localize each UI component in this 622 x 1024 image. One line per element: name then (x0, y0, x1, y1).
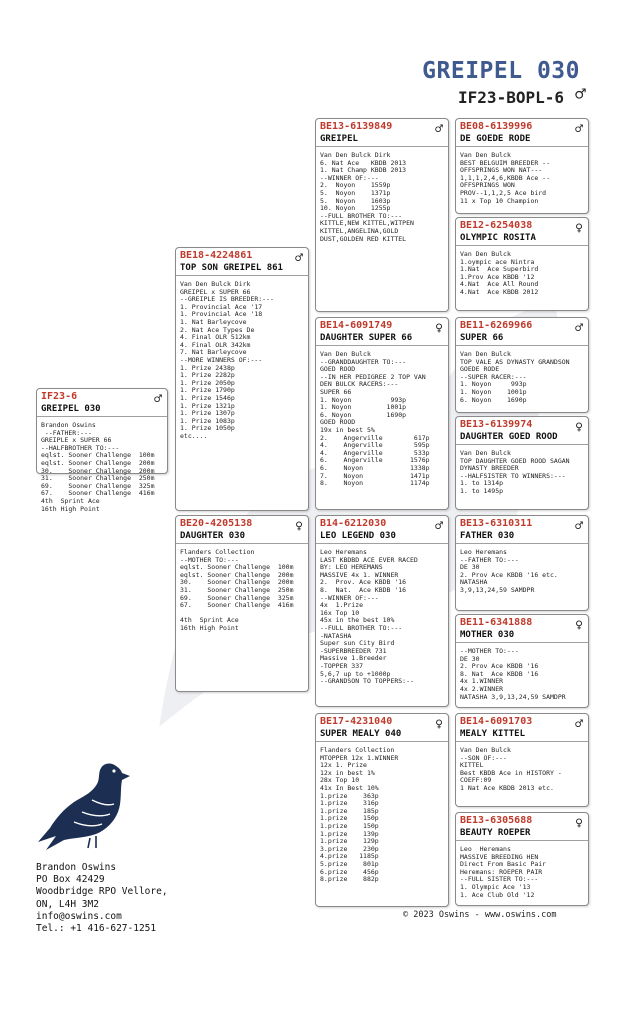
male-symbol-icon: ♂ (435, 519, 443, 534)
male-symbol-icon: ♂ (435, 122, 443, 137)
pedigree-card-ssd (455, 217, 589, 311)
female-symbol-icon: ♀ (435, 321, 443, 336)
card-notes: Van Den Bulck BEST BELGUIM BREEDER -- OFFSPRINGS WON NAT--- 1,1,1,2,4,6,KBDB Ace -- OFFSPRINGS WON PROV--1,1,2,5 Ace bird 11 x Top 10 Champion (460, 151, 551, 205)
card-ring: BE14-6091749 (320, 320, 393, 331)
card-name: SUPER 66 (460, 333, 504, 343)
male-symbol-icon: ♂ (575, 321, 583, 336)
card-notes: Brandon Oswins --FATHER:--- GREIPLE x SUPER 66 --HALFBROTHER TO:--- eqlst. Sooner Challenge 100m eqlst. Sooner Challenge 200m 30. Sooner Challenge 200m 31. Sooner Challenge 250m 69. Sooner Challenge 325m 67. Sooner Challenge 416m 4th Sprint Ace 16th High Point (41, 421, 155, 513)
male-symbol-icon: ♂ (154, 392, 162, 407)
card-notes: Van Den Bulck TOP VALE AS DYNASTY GRANDSON GOEDE RODE --SUPER RACER:--- 1. Noyon 993p 1. Noyon 1001p 6. Noyon 1690p (460, 350, 570, 404)
female-symbol-icon: ♀ (575, 221, 583, 236)
female-symbol-icon: ♀ (295, 519, 303, 534)
card-notes: Leo Heremans --FATHER TO:--- DE 30 2. Prov Ace KBDB '16 etc. NATASHA 3,9,13,24,59 SAMDPR (460, 548, 558, 594)
pigeon-logo-icon (34, 760, 144, 855)
card-name: BEAUTY ROEPER (460, 828, 531, 838)
card-name: MOTHER 030 (460, 630, 515, 640)
pedigree-card-ddd (455, 812, 589, 906)
card-ring: BE13-6305688 (460, 815, 533, 826)
card-notes: Leo Heremans LAST KBDBD ACE EVER RACED BY: LEO HEREMANS MASSIVE 4x 1. WINNER 2. Prov. Ace KBDB '16 8. Nat. Ace KBDB '16 --WINNER OF:--- 4x 1.Prize 16x Top 10 45x in the best 10% --FULL BROTHER TO:--- -NATASHA Super sun City Bird -SUPERBREEDER 731 Massive 1.Breeder -TOPPER 337 5,6,7 up to +1000p --GRANDSON TO TOPPERS:-- (320, 548, 418, 686)
contact-po-box: PO Box 42429 (36, 874, 105, 886)
card-ring: BE08-6139996 (460, 121, 533, 132)
male-symbol-icon: ♂ (575, 717, 583, 732)
pedigree-card-sire (175, 247, 309, 511)
pedigree-card-ss (315, 118, 449, 312)
card-name: FATHER 030 (460, 531, 515, 541)
card-name: GREIPEL (320, 134, 358, 144)
card-name: OLYMPIC ROSITA (460, 233, 536, 243)
card-name: LEO LEGEND 030 (320, 531, 396, 541)
card-ring: IF23-6 (41, 391, 78, 402)
card-ring: BE12-6254038 (460, 220, 533, 231)
pedigree-card-sds (455, 317, 589, 413)
pedigree-card-ds (315, 515, 449, 707)
pedigree-card-sss (455, 118, 589, 214)
header-ring: IF23-BOPL-6 (458, 88, 564, 107)
card-name: SUPER MEALY 040 (320, 729, 402, 739)
card-notes: Flanders Collection MTOPPER 12x 1.WINNER 12x 1. Prize 12x in best 1% 28x Top 10 41x In Best 10% 1.prize 363p 1.prize 316p 1.prize 185p 1.prize 150p 1.prize 150p 1.prize 139p 1.prize 129p 3.prize 230p 4.prize 1185p 5.prize 801p 6.prize 456p 8.prize 882p (320, 746, 399, 884)
card-ring: BE11-6269966 (460, 320, 533, 331)
card-notes: Leo Heremans MASSIVE BREEDING HEN Direct From Basic Pair Heremans: ROEPER PAIR --FULL SISTER TO:--- 1. Olympic Ace '13 1. Ace Club Old '12 (460, 845, 547, 899)
pedigree-card-sdd (455, 416, 589, 510)
pedigree-card-dss (455, 515, 589, 611)
card-notes: Van Den Bulck Dirk GREIPEL x SUPER 66 --GREIPLE IS BREEDER:--- 1. Provincial Ace '17 1. Provincial Ace '18 1. Nat Barleycove 2. Nat Ace Types De 4. Final OLR 512km 4. Final OLR 342km 7. Nat Barleycove --MORE WINNERS OF:--- 1. Prize 2438p 1. Prize 2282p 1. Prize 2050p 1. Prize 1790p 1. Prize 1546p 1. Prize 1321p 1. Prize 1307p 1. Prize 1083p 1. Prize 1050p etc.... (180, 280, 274, 440)
card-name: DAUGHTER GOED ROOD (460, 432, 558, 442)
male-symbol-icon: ♂ (575, 84, 586, 105)
male-symbol-icon: ♂ (295, 251, 303, 266)
contact-address-line1: Woodbridge RPO Vellore, (36, 886, 168, 898)
pedigree-card-dds (455, 713, 589, 807)
male-symbol-icon: ♂ (575, 122, 583, 137)
female-symbol-icon: ♀ (575, 618, 583, 633)
card-ring: B14-6212030 (320, 518, 387, 529)
card-ring: BE18-4224861 (180, 250, 253, 261)
card-ring: BE11-6341888 (460, 617, 533, 628)
card-notes: Van Den Bulck --SON OF:--- KITTEL Best KBDB Ace in HISTORY - COEFF:09 1 Nat Ace KBDB 2013 etc. (460, 746, 562, 792)
pedigree-card-subject (36, 388, 168, 513)
card-name: DAUGHTER 030 (180, 531, 246, 541)
contact-name: Brandon Oswins (36, 862, 117, 873)
card-ring: BE13-6139849 (320, 121, 393, 132)
card-name: GREIPEL 030 (41, 404, 101, 414)
pedigree-card-dd (315, 713, 449, 907)
female-symbol-icon: ♀ (575, 816, 583, 831)
contact-phone: Tel.: +1 416-627-1251 (36, 923, 157, 935)
contact-block (36, 862, 168, 935)
card-name: TOP SON GREIPEL 861 (180, 263, 283, 273)
card-ring: BE13-6139974 (460, 419, 533, 430)
contact-address-line2: ON, L4H 3M2 (36, 898, 99, 910)
female-symbol-icon: ♀ (435, 717, 443, 732)
card-ring: BE13-6310311 (460, 518, 533, 529)
card-name: DAUGHTER SUPER 66 (320, 333, 413, 343)
copyright-footer: © 2023 Oswins - www.oswins.com (403, 910, 557, 920)
pedigree-card-sd (315, 317, 449, 510)
card-notes: Van Den Bulck Dirk 6. Nat Ace KBDB 2013 1. Nat Champ KBDB 2013 --WINNER OF:--- 2. Noyon 1559p 5. Noyon 1371p 5. Noyon 1603p 10. Noyon 1255p --FULL BROTHER TO:--- KITTLE,NEW KITTEL,WITPEN KITTEL,ANGELINA,GOLD DUST,GOLDEN RED KITTEL (320, 151, 414, 243)
card-notes: Flanders Collection --MOTHER TO:--- eqlst. Sooner Challenge 100m eqlst. Sooner Challenge 200m 30. Sooner Challenge 200m 31. Sooner Challenge 250m 69. Sooner Challenge 325m 67. Sooner Challenge 416m 4th Sprint Ace 16th High Point (180, 548, 294, 632)
card-ring: BE14-6091703 (460, 716, 533, 727)
pedigree-card-dsd (455, 614, 589, 708)
female-symbol-icon: ♀ (575, 420, 583, 435)
pedigree-card-dam (175, 515, 309, 692)
card-ring: BE17-4231040 (320, 716, 393, 727)
contact-email[interactable]: info@oswins.com (36, 910, 122, 922)
card-notes: Van Den Bulck TOP DAUGHTER GOED ROOD SAGAN DYNASTY BREEDER --HALFSISTER TO WINNERS:--- 1. to 1314p 1. to 1495p (460, 449, 570, 495)
header-name: GREIPEL 030 (422, 58, 580, 84)
card-name: MEALY KITTEL (460, 729, 526, 739)
card-notes: --MOTHER TO:--- DE 30 2. Prov Ace KBDB '16 8. Nat Ace KBDB '16 4x 1.WINNER 4x 2.WINNER NATASHA 3,9,13,24,59 SAMDPR (460, 647, 566, 701)
male-symbol-icon: ♂ (575, 519, 583, 534)
card-ring: BE20-4205138 (180, 518, 253, 529)
card-notes: Van Den Bulck 1.oympic ace Nintra 1.Nat Ace Superbird 1.Prov Ace KBDB '12 4.Nat Ace All Round 4.Nat Ace KBDB 2012 (460, 250, 539, 296)
card-name: DE GOEDE RODE (460, 134, 531, 144)
card-notes: Van Den Bulck --GRANDDAUGHTER TO:--- GOED ROOD --IN HER PEDIGREE 2 TOP VAN DEN BULCK RACERS:--- SUPER 66 1. Noyon 993p 1. Noyon 1001p 6. Noyon 1690p GOED ROOD 19x in best 5% 2. Angerville 617p 4. Angerville 595p 4. Angerville 533p 6. Angerville 1576p 6. Noyon 1338p 7. Noyon 1471p 8. Noyon 1174p (320, 350, 430, 488)
